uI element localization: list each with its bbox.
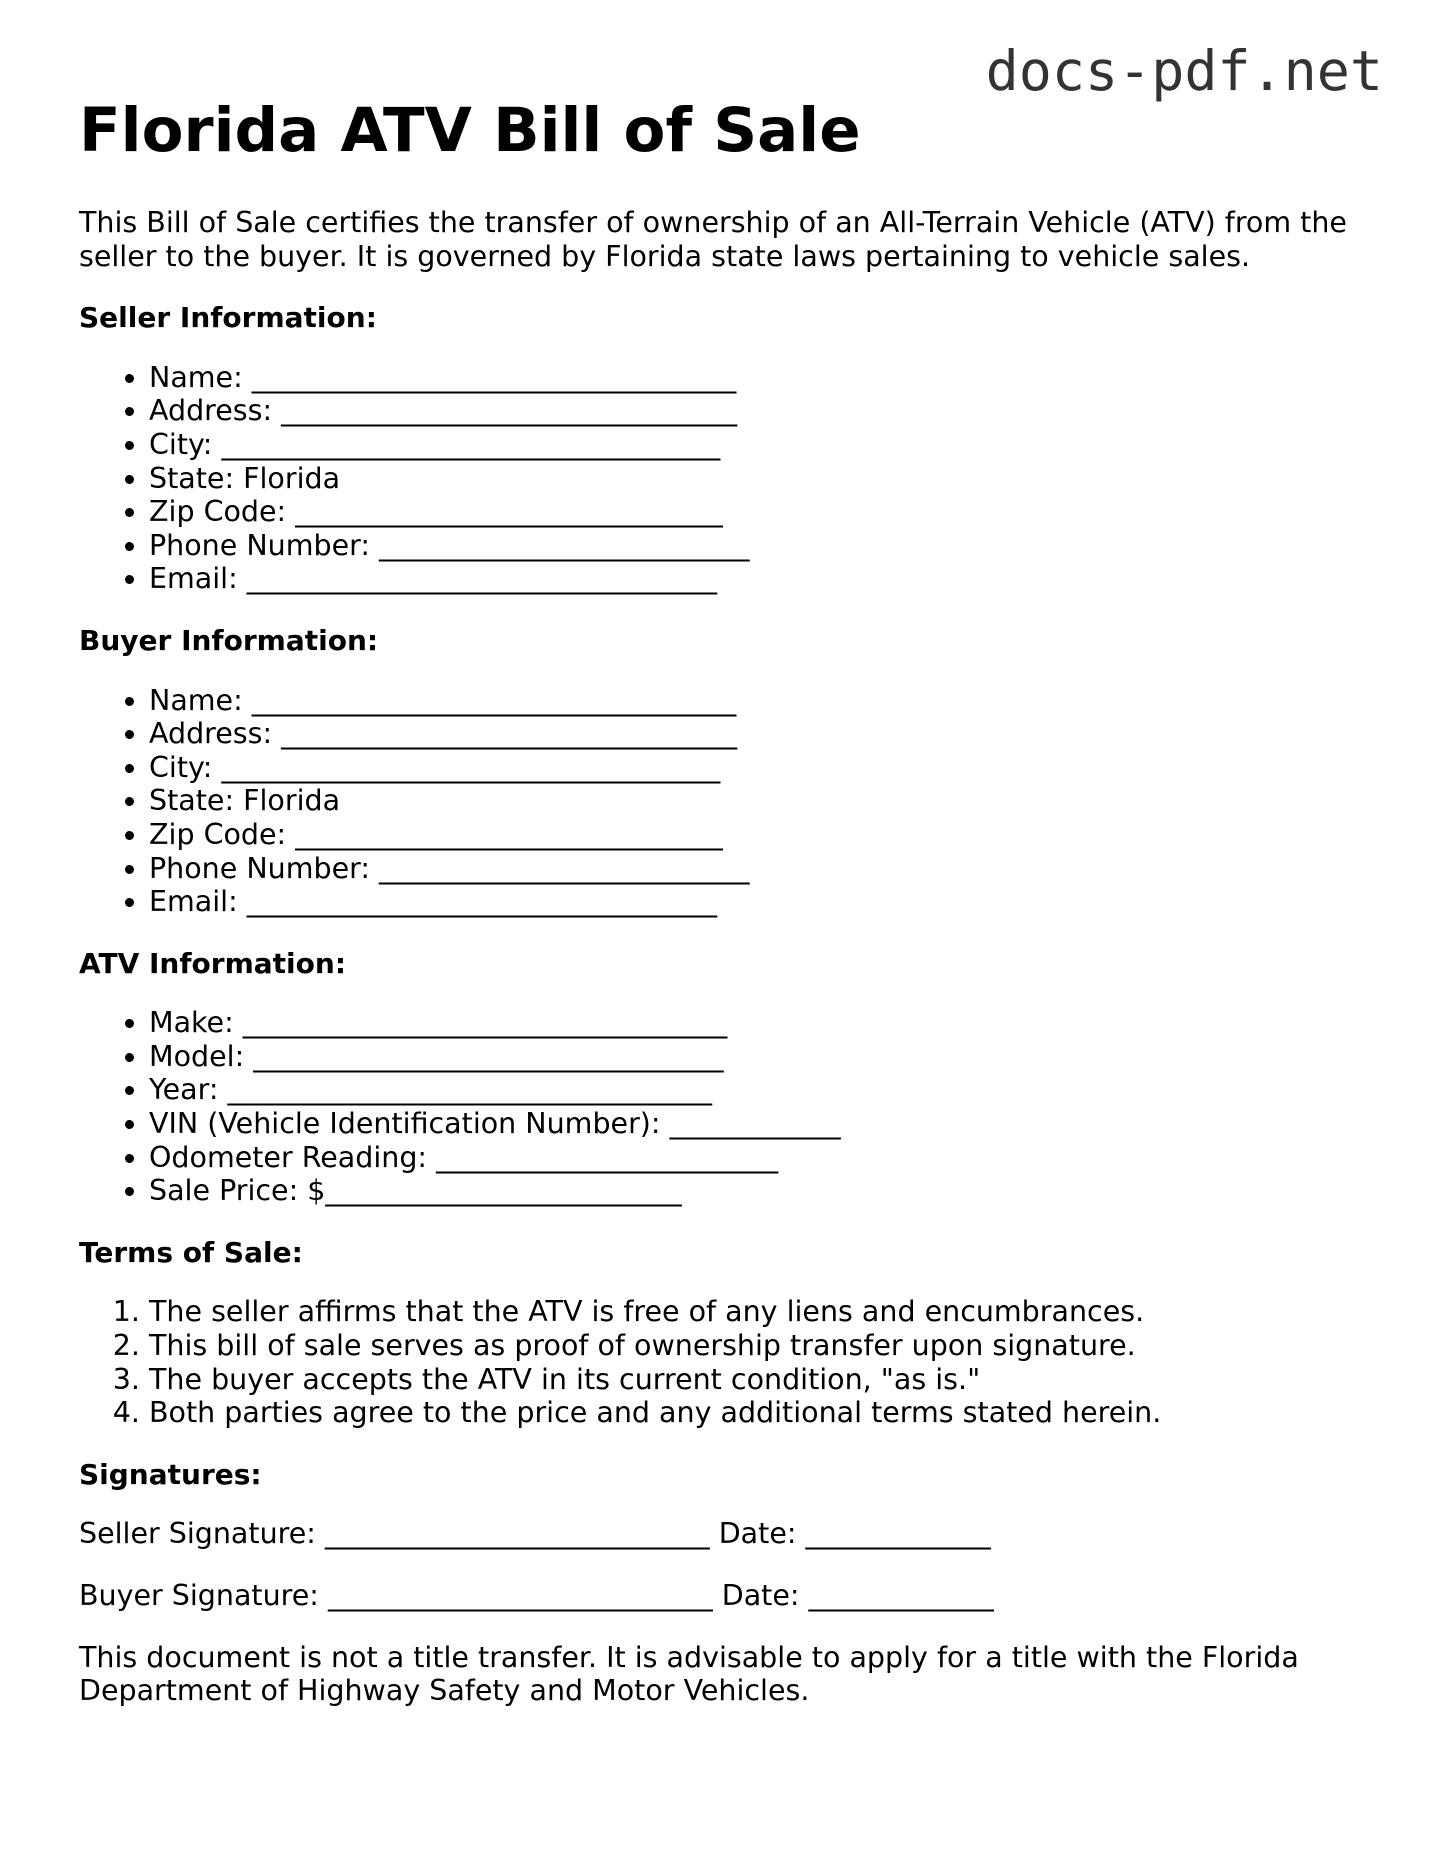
term-item: 1. The seller affirms that the ATV is free of any liens and encumbrances. (149, 1295, 1379, 1329)
seller-city-field: • City: ___________________________________ (149, 428, 1379, 462)
atv-model-field: • Model: _________________________________ (149, 1040, 1379, 1074)
atv-heading: ATV Information: (79, 946, 347, 980)
seller-email-field: • Email: _________________________________ (149, 562, 1379, 596)
watermark: docs-pdf.net (985, 39, 1383, 103)
atv-vin-field: • VIN (Vehicle Identification Number): ____________ (149, 1107, 1379, 1141)
seller-heading: Seller Information: (79, 301, 377, 335)
buyer-signature-line: Buyer Signature: ___________________________ Date: _____________ (79, 1579, 994, 1612)
buyer-address-field: • Address: ________________________________ (149, 717, 1379, 751)
buyer-name-field: • Name: __________________________________ (149, 684, 1379, 718)
buyer-email-field: • Email: _________________________________ (149, 885, 1379, 919)
atv-year-field: • Year: __________________________________ (149, 1073, 1379, 1107)
signatures-heading: Signatures: (79, 1457, 262, 1491)
buyer-city-field: • City: ___________________________________ (149, 751, 1379, 785)
seller-signature-line: Seller Signature: ___________________________ Date: _____________ (79, 1517, 991, 1551)
buyer-phone-field: • Phone Number: __________________________ (149, 852, 1379, 886)
atv-price-field: • Sale Price: $_________________________ (149, 1174, 1379, 1208)
buyer-zip-field: • Zip Code: ______________________________ (149, 818, 1379, 852)
term-item: 3. The buyer accepts the ATV in its current condition, "as is." (149, 1363, 1379, 1397)
term-item: 2. This bill of sale serves as proof of ownership transfer upon signature. (149, 1329, 1379, 1363)
intro-paragraph: This Bill of Sale certifies the transfer of ownership of an All-Terrain Vehicle (ATV) from the seller to the buyer. It is governed by Florida state laws pertaining to vehicle sales. (79, 206, 1347, 273)
seller-state-field: • State: Florida (149, 462, 1379, 496)
term-item: 4. Both parties agree to the price and any additional terms stated herein. (149, 1396, 1379, 1430)
seller-phone-field: • Phone Number: __________________________ (149, 529, 1379, 563)
buyer-state-field: • State: Florida (149, 784, 1379, 818)
atv-make-field: • Make: __________________________________ (149, 1006, 1379, 1040)
buyer-info-list (79, 684, 1379, 919)
seller-name-field: • Name: __________________________________ (149, 361, 1379, 395)
seller-info-list (79, 361, 1379, 596)
seller-address-field: • Address: ________________________________ (149, 394, 1379, 428)
atv-odometer-field: • Odometer Reading: ________________________ (149, 1141, 1379, 1175)
terms-heading: Terms of Sale: (79, 1235, 303, 1269)
footer-note: This document is not a title transfer. It is advisable to apply for a title with the Florida Department of Highway Safety and Motor Vehicles. (79, 1640, 1299, 1708)
document-body (79, 206, 1379, 1708)
seller-zip-field: • Zip Code: ______________________________ (149, 495, 1379, 529)
buyer-heading: Buyer Information: (79, 623, 379, 657)
atv-info-list (79, 1006, 1379, 1208)
document-title: Florida ATV Bill of Sale (79, 95, 861, 166)
terms-list (79, 1295, 1379, 1429)
